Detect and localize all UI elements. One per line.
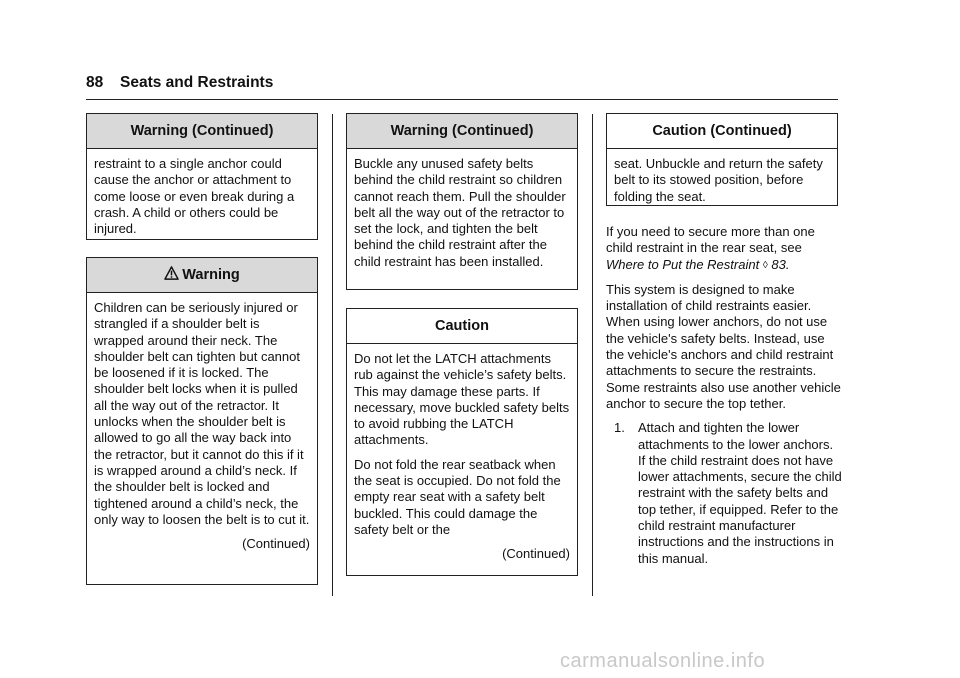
column-divider-1 (332, 114, 333, 596)
page-number: 88 (86, 74, 104, 91)
warning-text: Buckle any unused safety belts behind the child restraint so children cannot reach them. Pull the shoulder belt all the way out of the retractor to set the lock, and tighten the belt behind the child restraint after the child restraint has been installed. (354, 156, 566, 269)
body-text (606, 224, 842, 567)
section-title: Seats and Restraints (120, 74, 274, 91)
warning-continued-box (86, 113, 318, 240)
warning-continued-box (346, 113, 578, 290)
page-header (86, 74, 838, 92)
box-title: Caution (Continued) (607, 114, 837, 149)
list-item (614, 420, 842, 567)
paragraph-1-text: If you need to secure more than one child restraint in the rear seat, see (606, 224, 815, 256)
watermark: carmanualsonline.info (560, 650, 766, 672)
header-rule (86, 99, 838, 100)
warning-triangle-icon (164, 266, 179, 280)
page-reference-icon: ◊ (762, 259, 768, 271)
paragraph-2: This system is designed to make installation of child restraints easier. When using lower anchors, do not use the vehicle's safety belts. Instead, use the vehicle's anchors and child restraint attachments to secure the restraints. Some restraints also use another vehicle anchor to secure the top tether. (606, 281, 841, 411)
caution-continued-box (606, 113, 838, 206)
warning-text: restraint to a single anchor could cause the anchor or attachment to come loose or even break during a crash. A child or others could be injured. (94, 156, 295, 237)
list-number: 1. (614, 420, 625, 436)
cross-reference-link[interactable]: Where to Put the Restraint (606, 256, 760, 272)
continued-label: (Continued) (242, 536, 310, 552)
paragraph-1 (606, 224, 842, 274)
warning-box (86, 257, 318, 585)
continued-label: (Continued) (502, 546, 570, 562)
caution-box (346, 308, 578, 576)
column-divider-2 (592, 114, 593, 596)
box-title-row (87, 258, 317, 293)
list-text: Attach and tighten the lower attachments to the lower anchors. If the child restraint does not have lower attachments, secure the child restraint with the safety belts and top tether, if equipped. Refer to the child restraint manufacturer instructions and the instructions in this manual. (638, 420, 842, 566)
box-title: Warning (Continued) (87, 114, 317, 149)
box-title: Warning (Continued) (347, 114, 577, 149)
page-reference[interactable]: 83. (771, 256, 790, 272)
caution-paragraph-1: Do not let the LATCH attachments rub against the vehicle’s safety belts. This may damage these parts. If necessary, move buckled safety belts to avoid rubbing the LATCH attachments. (354, 351, 570, 448)
caution-paragraph-2: Do not fold the rear seatback when the seat is occupied. Do not fold the empty rear seat with a safety belt buckled. This could damage the safety belt or the (354, 456, 561, 537)
caution-text: seat. Unbuckle and return the safety belt to its stowed position, before folding the seat. (614, 156, 823, 204)
warning-text: Children can be seriously injured or strangled if a shoulder belt is wrapped around their neck. The shoulder belt can tighten but cannot be loosened if it is locked. The shoulder belt locks when it is pulled all the way out of the retractor. It unlocks when the shoulder belt is allowed to go all the way back into the retractor, but it cannot do this if it is wrapped around a child’s neck. If the shoulder belt is locked and tightened around a child’s neck, the only way to loosen the belt is to cut it. (94, 300, 310, 527)
box-title: Caution (347, 309, 577, 344)
box-title: Warning (182, 267, 240, 283)
